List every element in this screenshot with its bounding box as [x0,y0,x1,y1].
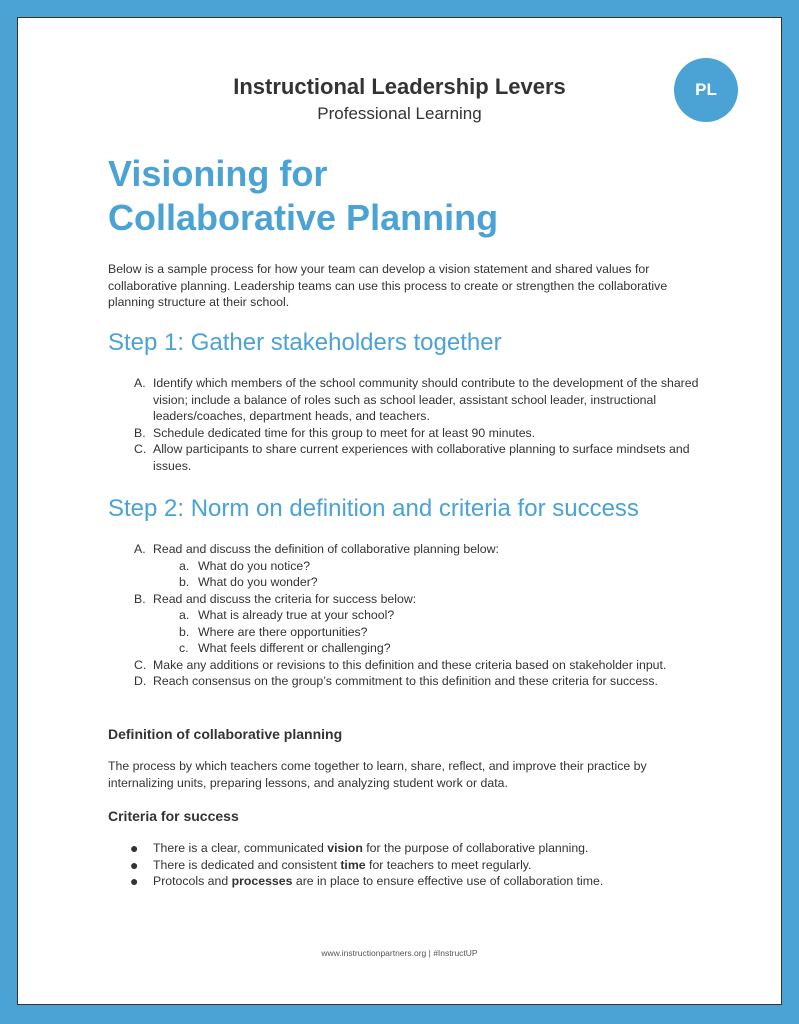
document-page [17,17,782,1005]
sub-list-item-text: What feels different or challenging? [198,641,391,655]
page-title [108,152,498,240]
sub-list-item-text: What do you wonder? [198,575,318,589]
criteria-list [108,840,708,890]
list-item-text: Read and discuss the criteria for success below: [153,591,417,606]
intro-paragraph: Below is a sample process for how your team can develop a vision statement and shared values for collaborative planning. Leadership teams can use this process to create or strengthen the collaborative planning structure at their school. [108,262,668,309]
list-item [108,425,708,442]
criteria-text-after: are in place to ensure effective use of collaboration time. [292,874,604,888]
list-item [108,673,708,690]
sub-list-item-text: What do you notice? [198,558,311,573]
list-marker: B. [134,591,146,606]
page-title-line-1: Visioning for [108,153,328,194]
header-title: Instructional Leadership Levers [233,74,566,99]
sub-list-marker: a. [179,608,190,622]
pl-badge: PL [674,58,738,122]
definition-heading: Definition of collaborative planning [108,726,343,742]
list-item [108,591,708,657]
list-item [108,657,708,674]
criteria-text-before: There is a clear, communicated [153,841,328,855]
list-item [108,857,708,874]
definition-text: The process by which teachers come together to learn, share, reflect, and improve their practice by internalizing units, preparing lessons, and analyzing student work or data. [108,759,647,790]
list-marker: C. [134,657,147,672]
sub-list [153,607,708,657]
header-subtitle: Professional Learning [317,104,482,123]
step1-heading: Step 1: Gather stakeholders together [108,329,502,356]
sub-list-marker: b. [179,575,190,589]
step1-list [108,375,708,474]
list-item-text: Allow participants to share current experiences with collaborative planning to surface mindsets and issues. [153,442,690,473]
list-item [108,541,708,591]
criteria-text-before: Protocols and [153,874,232,888]
sub-list-item [153,558,708,575]
sub-list-item [153,607,708,624]
sub-list-item [153,640,708,657]
criteria-text-after: for teachers to meet regularly. [365,857,532,872]
sub-list-item [153,624,708,641]
list-item [108,873,708,890]
bullet-icon: ● [130,856,139,873]
criteria-keyword: time [340,857,366,872]
list-item-text: Make any additions or revisions to this definition and these criteria based on stakeholder input. [153,657,667,672]
sub-list-item-text: Where are there opportunities? [198,624,368,639]
footer-text: www.instructionpartners.org | #InstructUP [321,948,478,958]
sub-list-item-text: What is already true at your school? [198,608,395,622]
list-item-text: Reach consensus on the group’s commitment to this definition and these criteria for success. [153,674,658,688]
list-marker: A. [134,542,146,556]
sub-list-marker: c. [179,641,189,655]
bullet-icon: ● [130,840,139,856]
list-item-text: Schedule dedicated time for this group to meet for at least 90 minutes. [153,425,536,440]
sub-list-marker: b. [179,624,190,639]
list-marker: A. [134,376,146,390]
sub-list [153,558,708,591]
bullet-icon: ● [130,873,139,889]
criteria-text-before: There is dedicated and consistent [153,857,341,872]
criteria-text-after: for the purpose of collaborative planning. [362,841,589,855]
list-marker: B. [134,425,146,440]
list-item [108,840,708,857]
list-item [108,441,708,474]
step2-list [108,541,708,690]
criteria-keyword: vision [327,841,363,855]
criteria-heading: Criteria for success [108,808,239,824]
list-item-text: Identify which members of the school community should contribute to the development of the shared vision; include a balance of roles such as school leader, assistant school leader, instructional leaders/coaches, department heads, and teachers. [153,376,699,423]
list-item [108,375,708,425]
list-marker: C. [134,442,147,456]
criteria-keyword: processes [231,874,293,888]
step2-heading: Step 2: Norm on definition and criteria for success [108,495,639,522]
sub-list-item [153,574,708,591]
list-item-text: Read and discuss the definition of collaborative planning below: [153,542,499,556]
page-title-line-2: Collaborative Planning [108,197,499,238]
list-marker: D. [134,674,147,688]
sub-list-marker: a. [179,558,190,573]
